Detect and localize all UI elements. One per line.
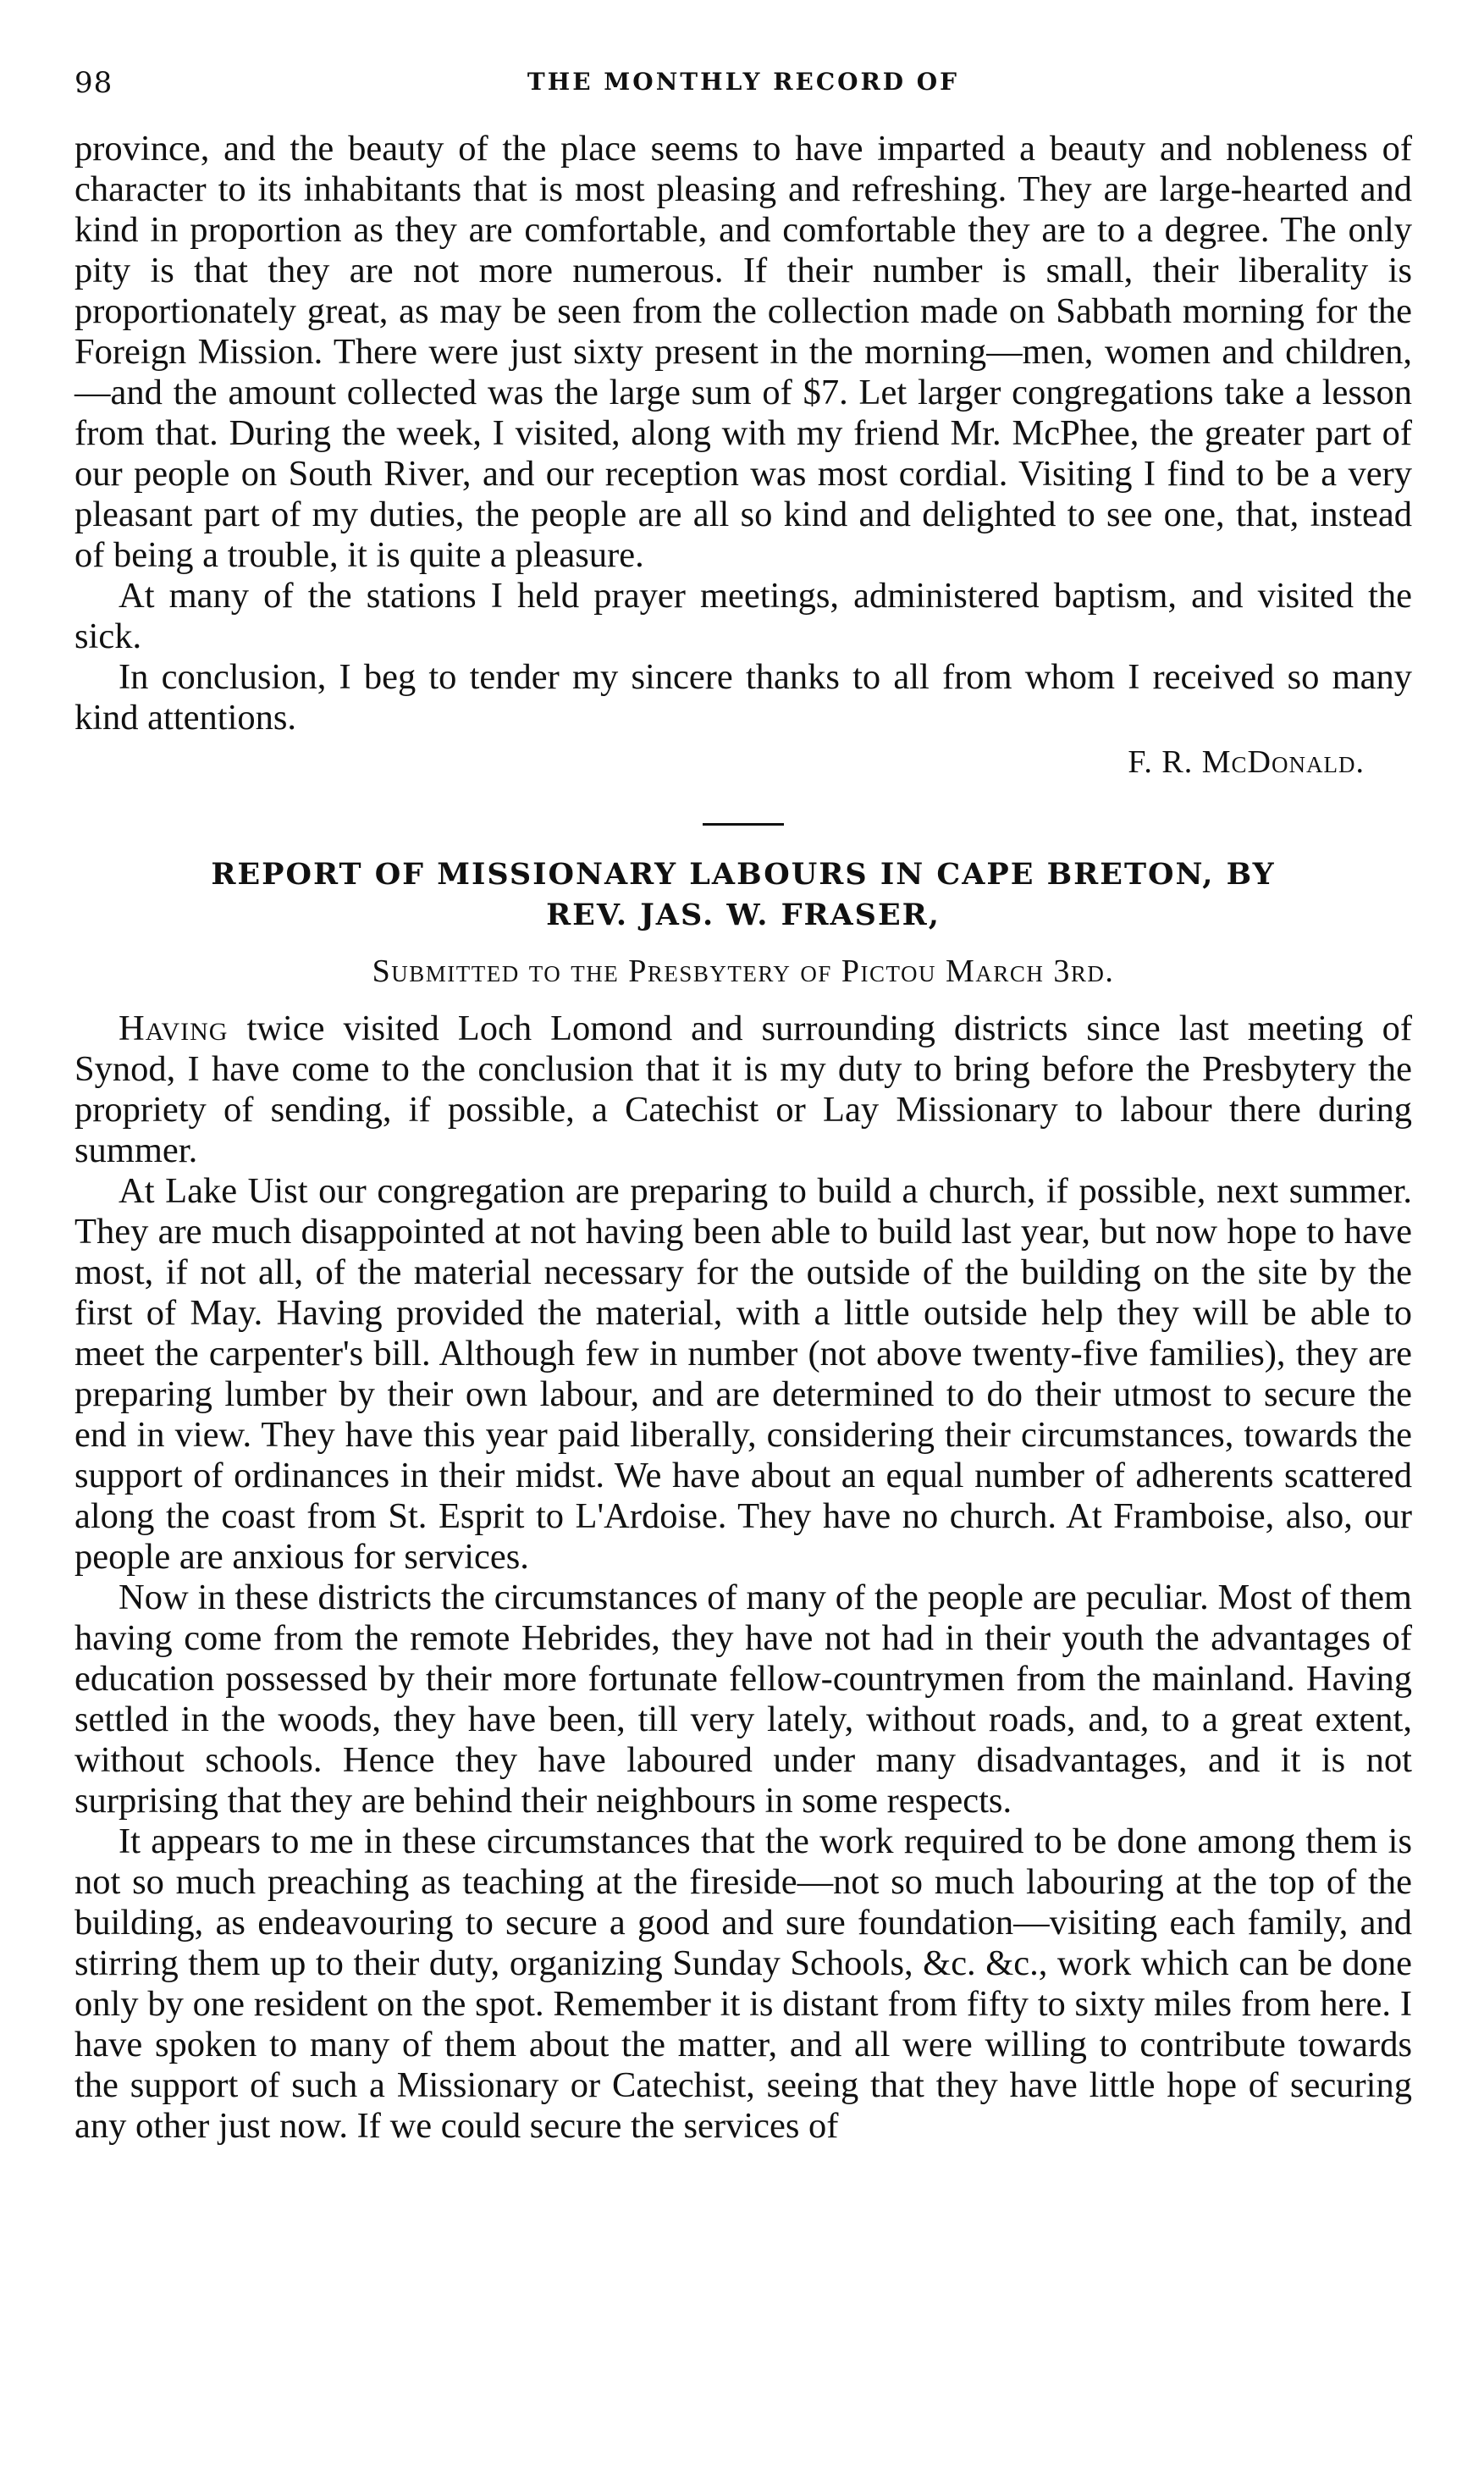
document-page xyxy=(74,66,1412,2147)
journal-title: THE MONTHLY RECORD OF xyxy=(527,68,960,96)
body-paragraph: Now in these districts the circumstances of many of the people are peculiar. Most of them having come from the remote Hebrides, they have not had in their youth the advantages of education possessed by their more fortunate fellow-countrymen from the mainland. Having settled in the woods, they have been, till very lately, without roads, and, to a great extent, without schools. Hence they have laboured under many disadvantages, and it is not surprising that they are behind their neighbours in some respects. xyxy=(74,1578,1412,1821)
article-body xyxy=(74,1009,1412,2147)
body-paragraph: In conclusion, I beg to tender my sincere thanks to all from whom I received so many kind attentions. xyxy=(74,657,1412,738)
article-heading-line: REV. JAS. W. FRASER, xyxy=(546,898,941,932)
drop-word: Having xyxy=(119,1009,229,1048)
body-paragraph: province, and the beauty of the place seems to have imparted a beauty and nobleness of character to its inhabitants that is most pleasing and refreshing. They are large-hearted and kind in proportion as they are comfortable, and comfortable they are to a degree. The only pity is that they are not more numerous. If their number is small, their liberality is proportionately great, as may be seen from the collection made on Sabbath morning for the Foreign Mission. There were just sixty present in the morning—men, women and children, —and the amount collected was the large sum of $7. Let larger congregations take a lesson from that. During the week, I visited, along with my friend Mr. McPhee, the greater part of our people on South River, and our reception was most cordial. Visiting I find to be a very pleasant part of my duties, the people are all so kind and delighted to see one, that, instead of being a trouble, it is quite a pleasure. xyxy=(74,129,1412,575)
article-heading xyxy=(74,854,1412,936)
body-paragraph: At Lake Uist our congregation are preparing to build a church, if possible, next summer. They are much disappointed at not having been able to build last year, but now hope to have most, if not all, of the material necessary for the outside of the building on the site by the first of May. Having provided the material, with a little outside help they will be able to meet the carpenter's bill. Although few in number (not above twenty-five families), they are preparing lumber by their own labour, and are determined to do their utmost to secure the end in view. They have this year paid liberally, considering their circumstances, towards the support of ordinances in their midst. We have about an equal number of adherents scattered along the coast from St. Esprit to L'Ardoise. They have no church. At Framboise, also, our people are anxious for services. xyxy=(74,1171,1412,1577)
running-head xyxy=(74,66,1412,113)
page-number: 98 xyxy=(74,66,113,100)
paragraph-text: twice visited Loch Lomond and surrounding districts since last meeting of Synod, I have come to the conclusion that it is my duty to bring before the Presbytery the propriety of sending, if possible, a Catechist or Lay Missionary to labour there during summer. xyxy=(74,1009,1412,1170)
body-paragraph: It appears to me in these circumstances that the work required to be done among them is not so much preaching as teaching at the fireside—not so much labouring at the top of the building, as endeavouring to secure a good and sure foundation—visiting each family, and stirring them up to their duty, organizing Sunday Schools, &c. &c., work which can be done only by one resident on the spot. Remember it is distant from fifty to sixty miles from here. I have spoken to many of them about the matter, and all were willing to contribute towards the support of such a Missionary or Catechist, seeing that they have little hope of securing any other just now. If we could secure the services of xyxy=(74,1821,1412,2146)
continued-letter xyxy=(74,129,1412,738)
article-heading-line: REPORT OF MISSIONARY LABOURS IN CAPE BRETON, BY xyxy=(211,857,1276,892)
body-paragraph: At many of the stations I held prayer meetings, administered baptism, and visited the sick. xyxy=(74,576,1412,656)
body-paragraph xyxy=(74,1009,1412,1171)
article-subheading: Submitted to the Presbytery of Pictou March 3rd. xyxy=(372,953,1115,989)
signature: F. R. McDonald. xyxy=(1128,744,1365,780)
section-divider xyxy=(703,823,784,826)
